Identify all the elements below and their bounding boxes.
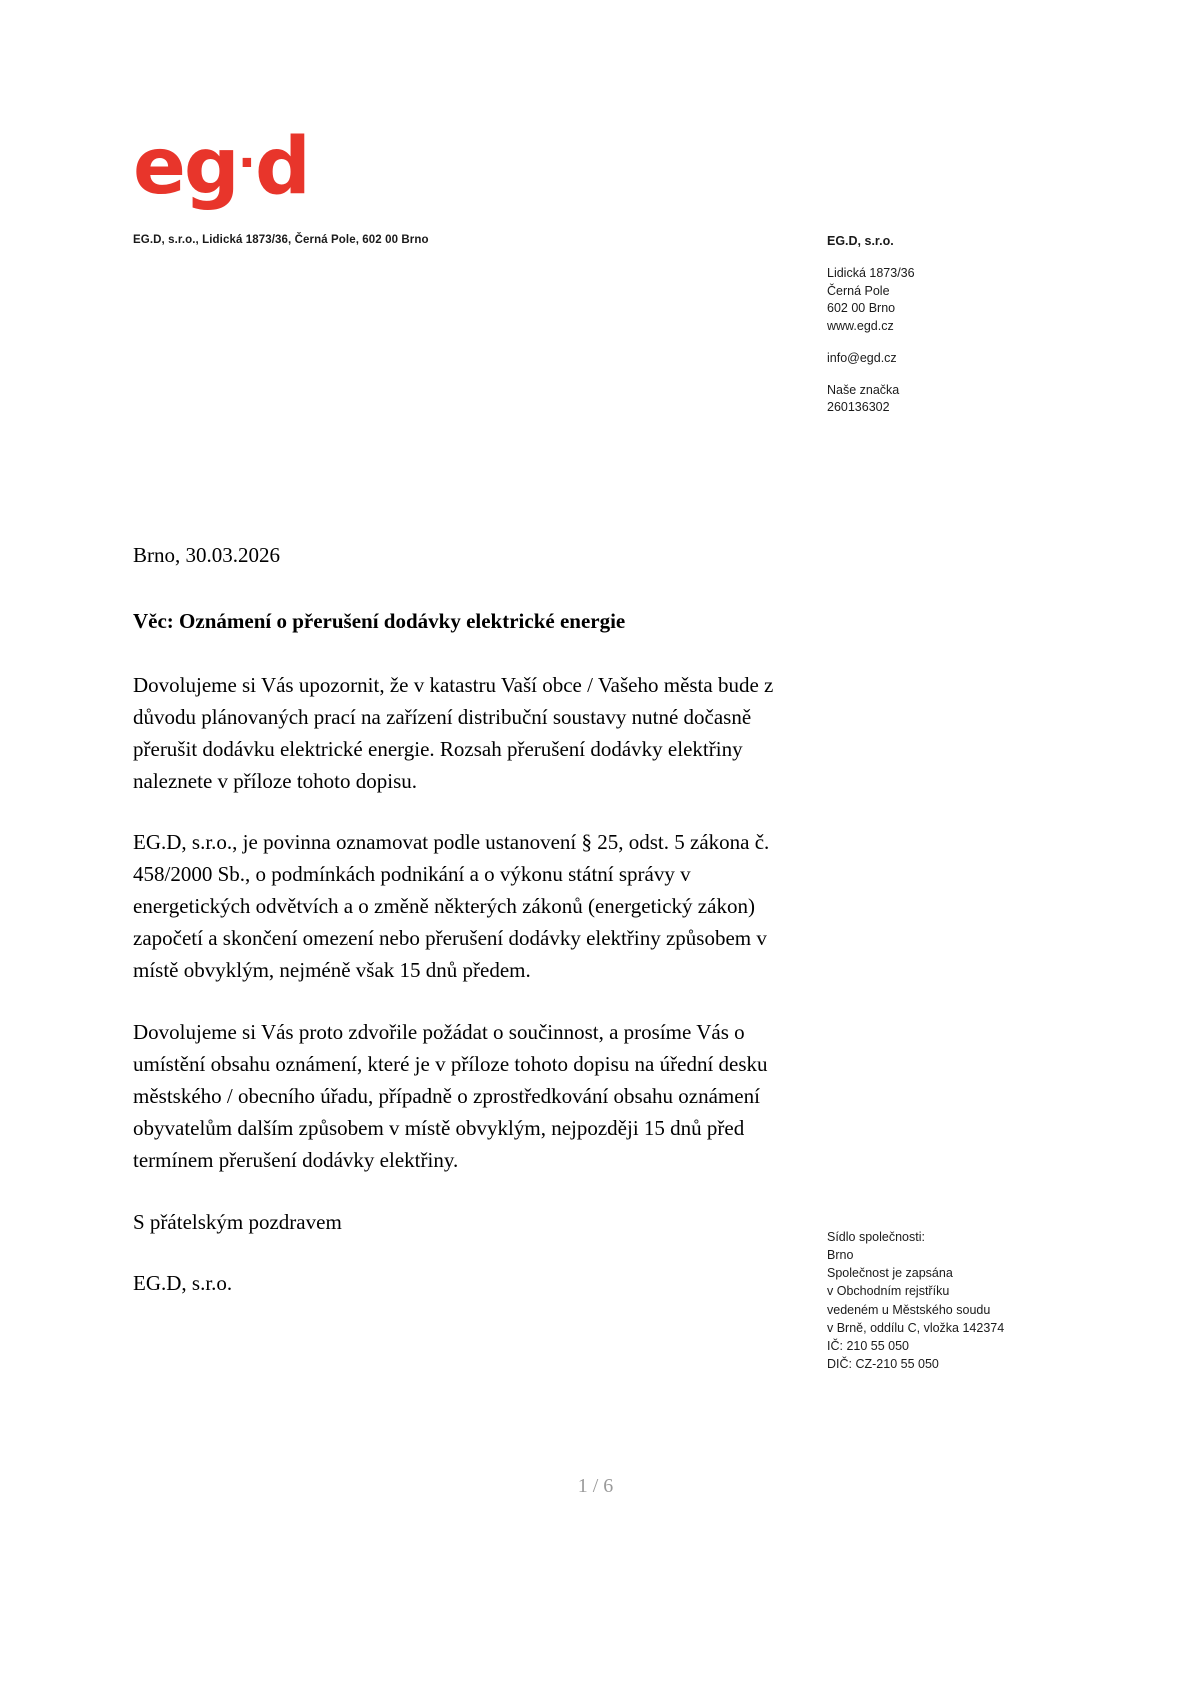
footer-line-6: v Brně, oddílu C, vložka 142374 [827, 1320, 1005, 1335]
contact-email[interactable]: info@egd.cz [827, 350, 897, 365]
sender-address-line: EG.D, s.r.o., Lidická 1873/36, Černá Pole, 602 00 Brno [133, 234, 429, 246]
footer-ico: IČ: 210 55 050 [827, 1338, 910, 1353]
contact-reference-group [827, 382, 1127, 418]
contact-email-group [827, 350, 1127, 368]
footer-line-1: Sídlo společnosti: [827, 1230, 925, 1244]
letter-paragraph-1: Dovolujeme si Vás upozornit, že v katastru Vaší obce / Vašeho města bude z důvodu plánovaných prací na zařízení distribuční soustavy nutné dočasně přerušit dodávku elektrické energie. Rozsah přerušení dodávky elektřiny naleznete v příloze tohoto dopisu. [133, 672, 774, 793]
contact-district: Černá Pole [827, 283, 890, 298]
reference-label: Naše značka [827, 382, 900, 397]
contact-street: Lidická 1873/36 [827, 265, 915, 280]
footer-dic: DIČ: CZ-210 55 050 [827, 1356, 939, 1371]
logo-text-eg: eg [133, 122, 238, 212]
footer-legal-block [827, 1228, 1147, 1373]
footer-line-2: Brno [827, 1248, 854, 1263]
page-number: 1 / 6 [577, 1475, 614, 1497]
contact-company: EG.D, s.r.o. [827, 234, 894, 248]
contact-company-group [827, 233, 1127, 251]
letter-closing: S přátelským pozdravem [133, 1209, 342, 1234]
footer-line-4: v Obchodním rejstříku [827, 1284, 950, 1299]
footer-line-3: Společnost je zapsána [827, 1266, 953, 1281]
letter-date: Brno, 30.03.2026 [133, 543, 280, 567]
reference-value: 260136302 [827, 400, 890, 415]
contact-address-group [827, 265, 1127, 336]
letter-body [133, 540, 813, 1300]
contact-block [827, 233, 1127, 417]
letter-subject: Věc: Oznámení o přerušení dodávky elektrické energie [133, 608, 626, 633]
contact-city: 602 00 Brno [827, 301, 896, 316]
letter-paragraph-2: EG.D, s.r.o., je povinna oznamovat podle ustanovení § 25, odst. 5 zákona č. 458/2000 Sb., o podmínkách podnikání a o výkonu státní správy v energetických odvětvích a o změně některých zákonů (energetický zákon) započetí a skončení omezení nebo přerušení dodávky elektřiny způsobem v místě obvyklým, nejméně však 15 dnů předem. [133, 830, 770, 983]
contact-website[interactable]: www.egd.cz [827, 319, 894, 333]
egd-logo [133, 122, 309, 212]
logo-text-d: d [254, 122, 309, 212]
logo-dot: · [237, 135, 255, 191]
footer-line-5: vedeném u Městského soudu [827, 1302, 991, 1317]
letter-paragraph-3: Dovolujeme si Vás proto zdvořile požádat o součinnost, a prosíme Vás o umístění obsahu oznámení, které je v příloze tohoto dopisu na úřední desku městského / obecního úřadu, případně o zprostředkování obsahu oznámení obyvatelům dalším způsobem v místě obvyklým, nejpozději 15 dnů před termínem přerušení dodávky elektřiny. [133, 1019, 768, 1172]
letter-signature: EG.D, s.r.o. [133, 1271, 233, 1296]
